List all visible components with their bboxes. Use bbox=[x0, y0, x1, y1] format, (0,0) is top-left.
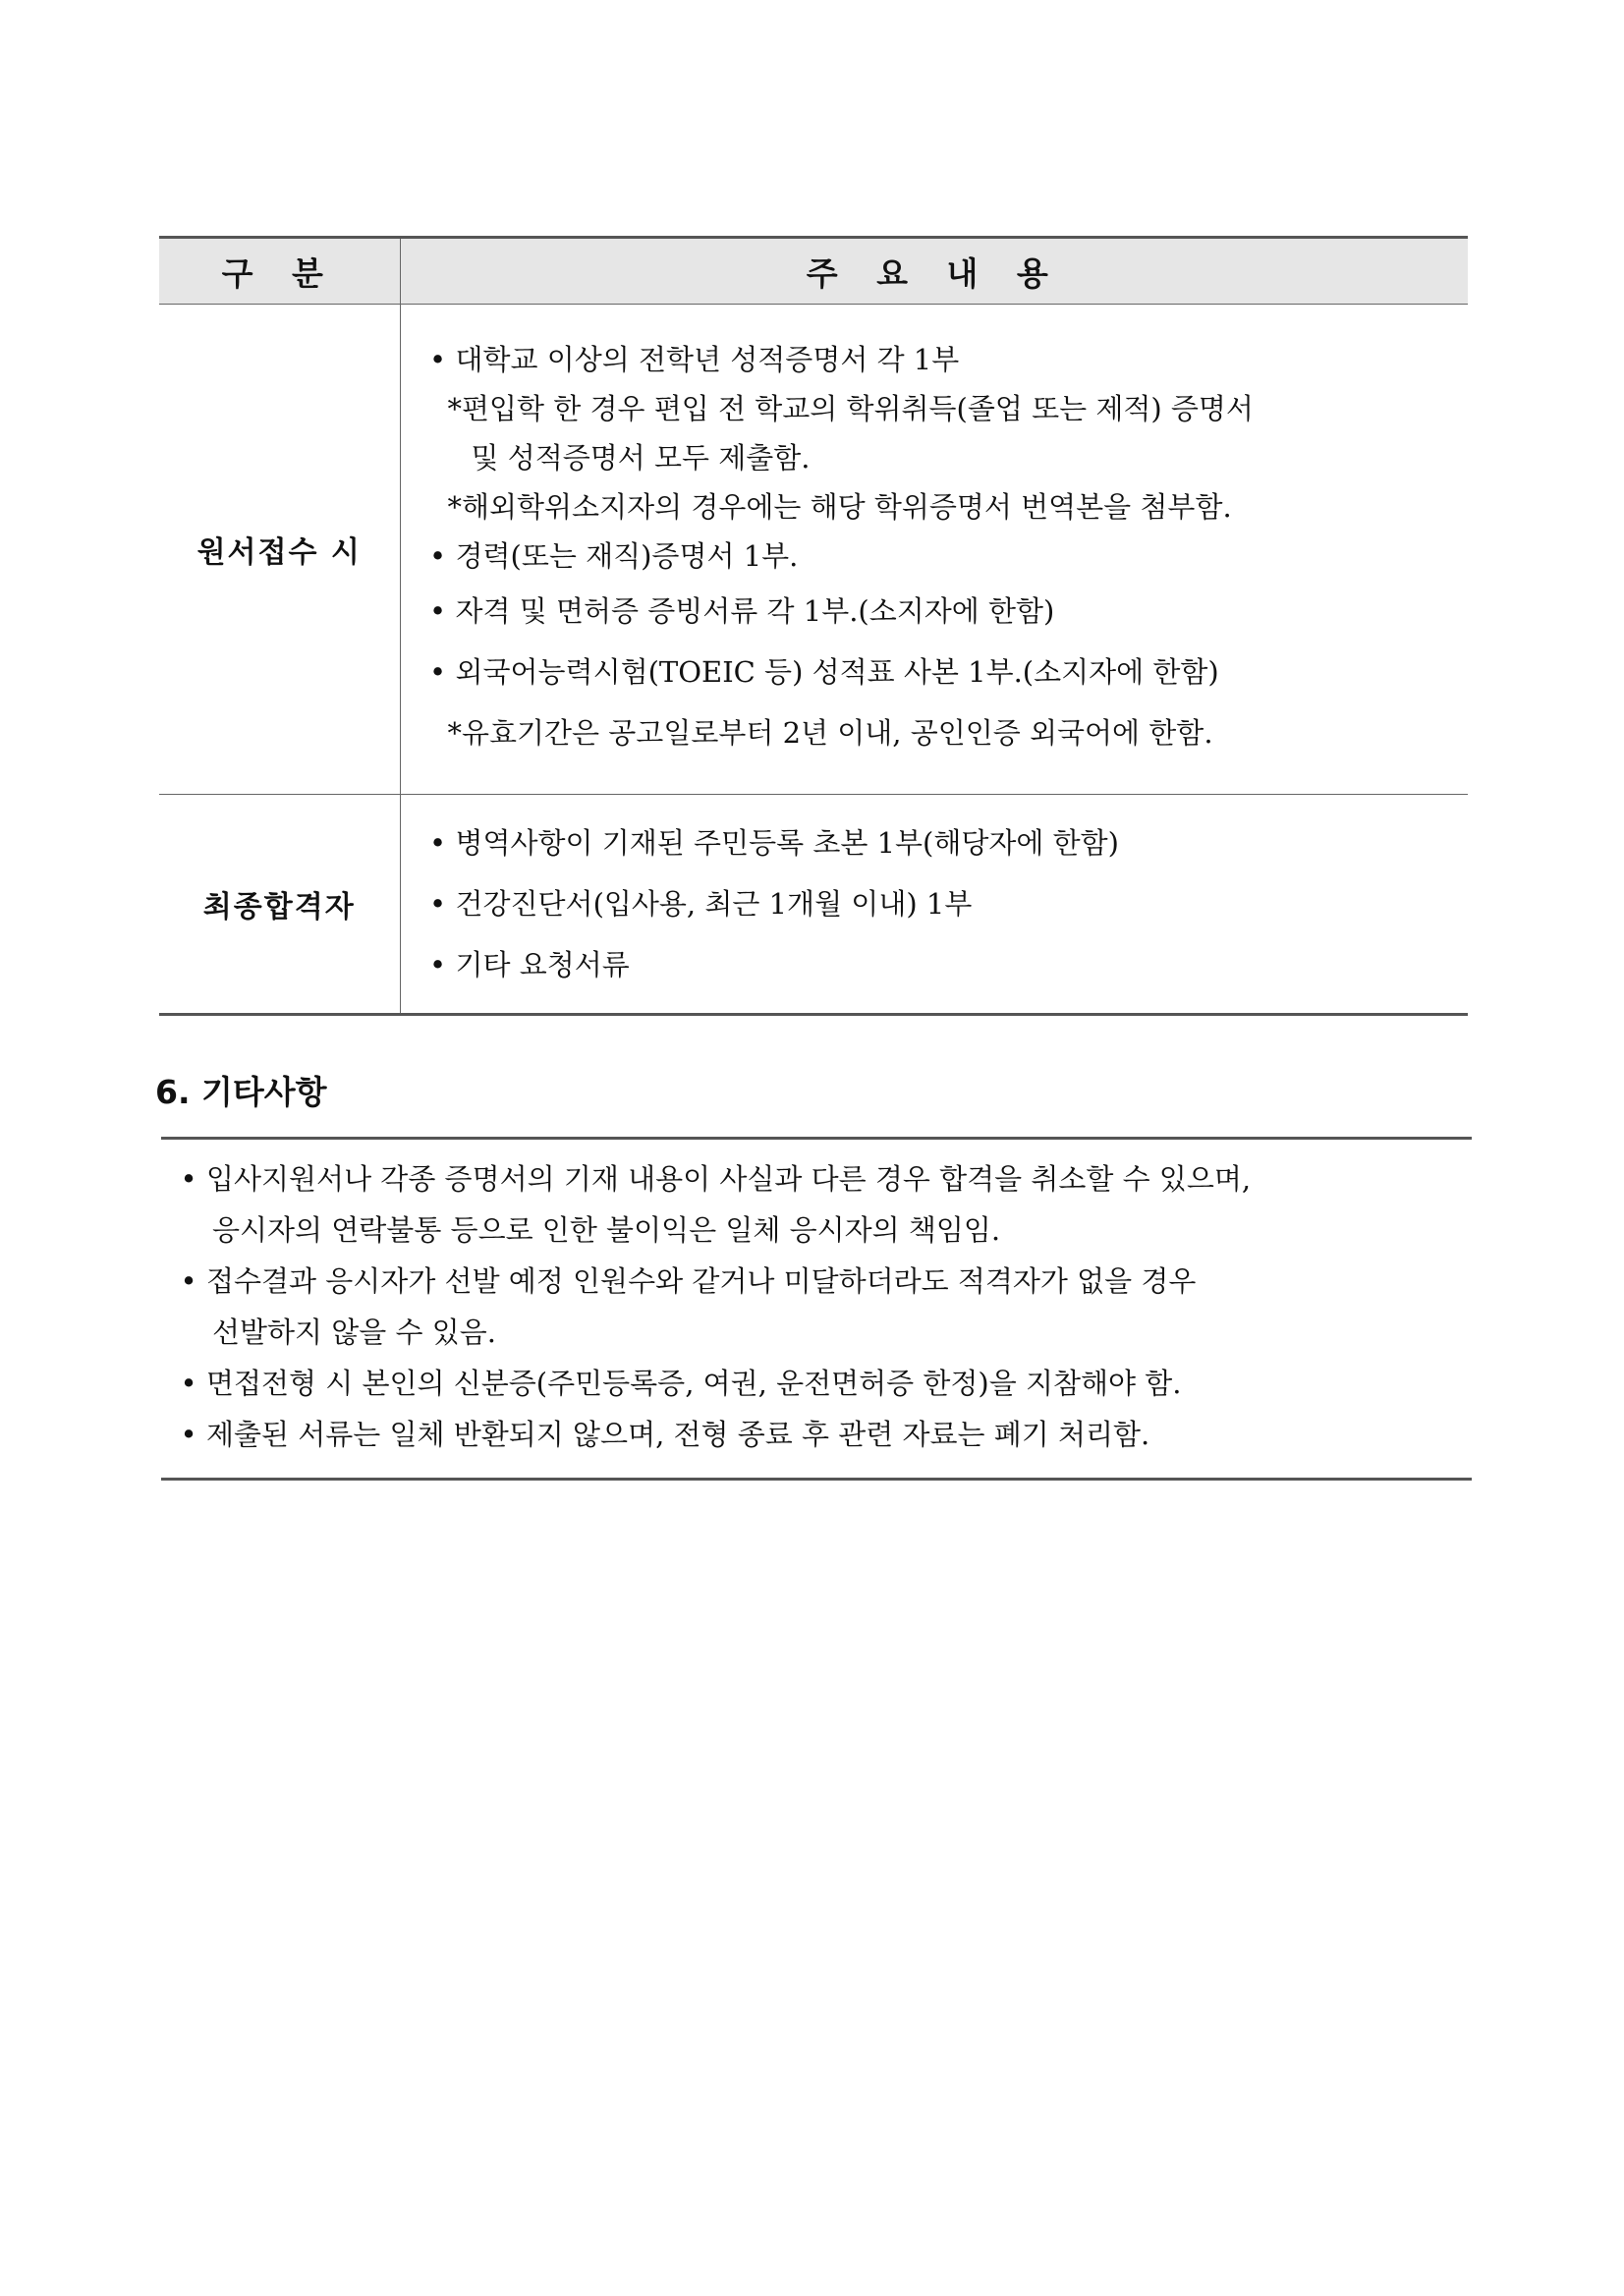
header-content: 주 요 내 용 bbox=[400, 238, 1468, 305]
list-item: • 기타 요청서류 bbox=[420, 934, 1459, 995]
list-item: • 제출된 서류는 일체 반환되지 않으며, 전형 종료 후 관련 자료는 폐기 처리함. bbox=[161, 1409, 1472, 1460]
list-item: • 접수결과 응시자가 선발 예정 인원수와 같거나 미달하더라도 적격자가 없을 경우 bbox=[161, 1256, 1472, 1307]
table-row bbox=[159, 305, 1468, 795]
table-header-row bbox=[159, 238, 1468, 305]
note-line: *편입학 한 경우 편입 전 학교의 학위취득(졸업 또는 제적) 증명서 bbox=[447, 392, 1254, 425]
row-content-final bbox=[400, 795, 1468, 1015]
list-item: • 병역사항이 기재된 주민등록 초본 1부(해당자에 한함) bbox=[420, 812, 1459, 873]
list-item: • 건강진단서(입사용, 최근 1개월 이내) 1부 bbox=[420, 873, 1459, 934]
note-line: *유효기간은 공고일로부터 2년 이내, 공인인증 외국어에 한함. bbox=[447, 716, 1213, 750]
list-item-continuation: 선발하지 않을 수 있음. bbox=[212, 1316, 496, 1349]
header-category: 구 분 bbox=[159, 238, 400, 305]
row-content-application bbox=[400, 305, 1468, 795]
list-item-continuation: 응시자의 연락불통 등으로 인한 불이익은 일체 응시자의 책임임. bbox=[212, 1213, 1001, 1247]
section-title: 6. 기타사항 bbox=[155, 1073, 327, 1111]
notes-box bbox=[161, 1137, 1472, 1481]
list-item: • 자격 및 면허증 증빙서류 각 1부.(소지자에 한함) bbox=[420, 581, 1459, 642]
list-item: • 경력(또는 재직)증명서 1부. bbox=[420, 532, 1459, 581]
row-category-final: 최종합격자 bbox=[159, 795, 400, 1015]
note-line: 및 성적증명서 모두 제출함. bbox=[471, 441, 811, 475]
list-item: • 대학교 이상의 전학년 성적증명서 각 1부 bbox=[420, 335, 1459, 384]
list-item: • 외국어능력시험(TOEIC 등) 성적표 사본 1부.(소지자에 한함) bbox=[420, 642, 1459, 702]
note-line: *해외학위소지자의 경우에는 해당 학위증명서 번역본을 첨부함. bbox=[447, 490, 1232, 524]
requirements-table bbox=[159, 236, 1468, 1016]
row-category-application: 원서접수 시 bbox=[159, 305, 400, 795]
list-item: • 면접전형 시 본인의 신분증(주민등록증, 여권, 운전면허증 한정)을 지참해야 함. bbox=[161, 1358, 1472, 1409]
list-item: • 입사지원서나 각종 증명서의 기재 내용이 사실과 다른 경우 합격을 취소할 수 있으며, bbox=[161, 1153, 1472, 1204]
table-row bbox=[159, 795, 1468, 1015]
